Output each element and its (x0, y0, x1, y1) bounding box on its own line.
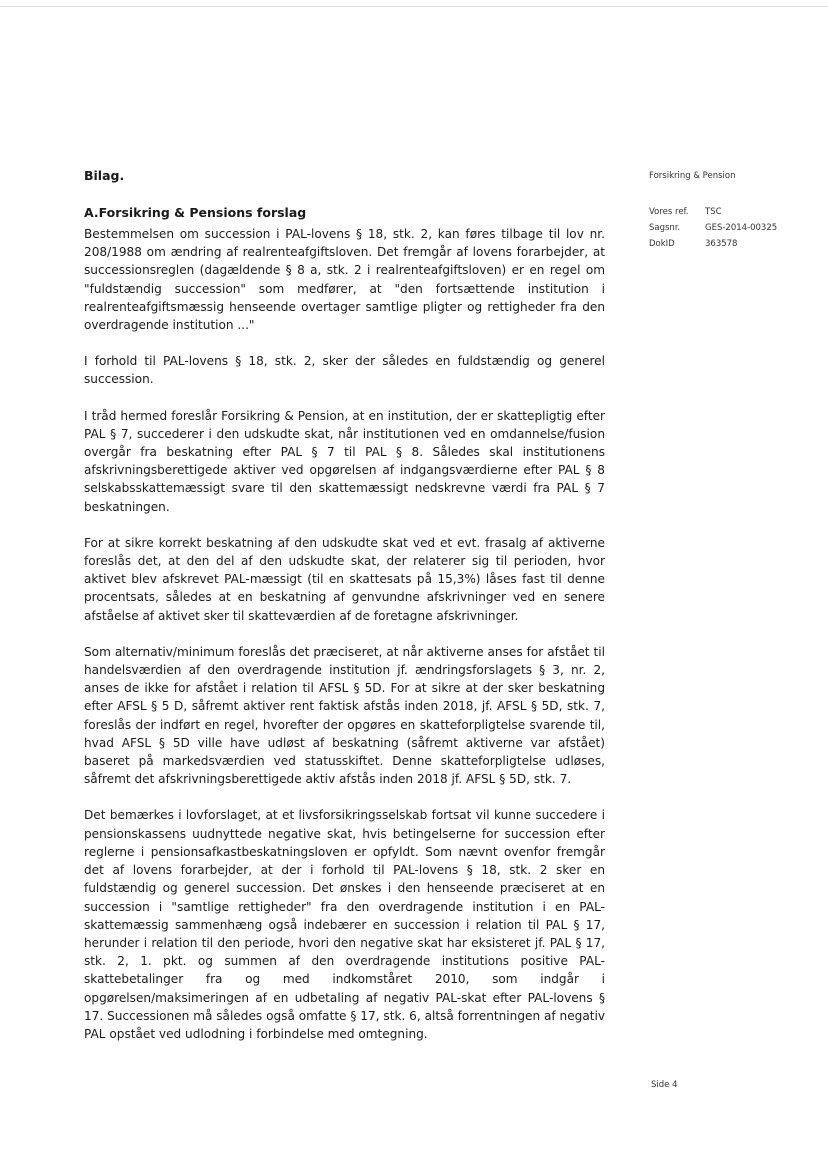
meta-value: TSC (705, 207, 722, 217)
meta-row-docid (649, 236, 819, 252)
document-body (84, 168, 605, 1061)
paragraph-5: Som alternativ/minimum foreslås det præciseret, at når aktiverne anses for afstået til handelsværdien af den overdragende institution jf. ændringsforslagets § 3, nr. 2, anses de ikke for afstået i relation til AFSL § 5D. For at sikre at der sker beskatning efter AFSL § 5 D, såfremt aktiver rent faktisk afstås inden 2018, jf. AFSL § 5D, stk. 7, foreslås der indført en regel, hvorefter der opgøres en skatteforpligtelse svarende til, hvad AFSL § 5D ville have udløst af beskatning (såfremt aktiverne var afstået) baseret på markedsværdien ved statusskiftet. Denne skatteforpligtelse udløses, såfremt det afskrivningsberettigede aktiv afstås inden 2018 jf. AFSL § 5D, stk. 7. (84, 644, 605, 787)
top-divider (0, 6, 828, 7)
section-title: A.Forsikring & Pensions forslag (84, 205, 307, 220)
paragraph-6: Det bemærkes i lovforslaget, at et livsforsikringsselskab fortsat vil kunne succedere i pensionskassens uudnyttede negative skat, hvis betingelserne for succession efter reglerne i pensionsafkastbeskatningsloven er opfyldt. Som nævnt ovenfor fremgår det af lovens forarbejder, at der i forhold til PAL-lovens § 18, stk. 2 sker en fuldstændig og generel succession. Det ønskes i den henseende præciseret at en succession i "samtlige rettigheder" fra den overdragende institution i en PAL-skattemæssig sammenhæng også indebærer en succession i relation til PAL § 17, herunder i relation til den periode, hvori den negative skat har eksisteret jf. PAL § 17, stk. 2, 1. pkt. og summen af den overdragende institutions positive PAL-skattebetalinger fra og med indkomståret 2010, som indgår i opgørelsen/maksimeringen af en udbetaling af negativ PAL-skat efter PAL-lovens § 17. Successionen må således også omfatte § 17, stk. 6, altså forrentningen af negativ PAL opstået ved udlodning i forbindelse med omtegning. (84, 808, 605, 1041)
meta-row-case (649, 220, 819, 236)
meta-row-ref (649, 204, 819, 220)
paragraph-1: Bestemmelsen om succession i PAL-lovens § 18, stk. 2, kan føres tilbage til lov nr. 208/1988 om ændring af realrenteafgiftsloven. Det fremgår af lovens forarbejder, at successionsreglen (dagældende § 8 a, stk. 2 i realrenteafgiftsloven) er en regel om "fuldstændig succession" som medfører, at "den fortsættende institution i realrenteafgiftsmæssig henseende overtager samtlige pligter og rettigheder fra den overdragende institution ..." (84, 227, 605, 333)
meta-label: Sagsnr. (649, 223, 681, 233)
paragraph-2: I forhold til PAL-lovens § 18, stk. 2, sker der således en fuldstændig og generel succession. (84, 354, 605, 387)
meta-value: 363578 (705, 239, 738, 249)
paragraph-3: I tråd hermed foreslår Forsikring & Pension, at en institution, der er skattepligtig efter PAL § 7, succederer i den udskudte skat, når institutionen ved en omdannelse/fusion overgår fra beskatning efter PAL § 7 til PAL § 8. Således skal institutionens afskrivningsberettigede aktiver ved opgørelsen af indgangsværdierne efter PAL § 8 selskabsskattemæssigt svare til den skattemæssigt nedskrevne værdi fra PAL § 7 beskatningen. (84, 408, 605, 514)
sidebar-meta (649, 170, 819, 252)
document-heading: Bilag. (84, 168, 125, 183)
page-number: Side 4 (651, 1080, 678, 1090)
paragraph-4: For at sikre korrekt beskatning af den udskudte skat ved et evt. frasalg af aktiverne foreslås det, at den del af den udskudte skat, der relaterer sig til perioden, hvor aktivet blev afskrevet PAL-mæssigt (til en skattesats på 15,3%) låses fast til denne procentsats, således at en beskatning af genvundne afskrivninger ved en senere afståelse af aktivet sker til skatteværdien af de foretagne afskrivninger. (84, 535, 605, 623)
meta-value: GES-2014-00325 (705, 223, 778, 233)
meta-label: Vores ref. (649, 207, 689, 217)
organization-name: Forsikring & Pension (649, 171, 736, 181)
meta-label: DokID (649, 239, 675, 249)
